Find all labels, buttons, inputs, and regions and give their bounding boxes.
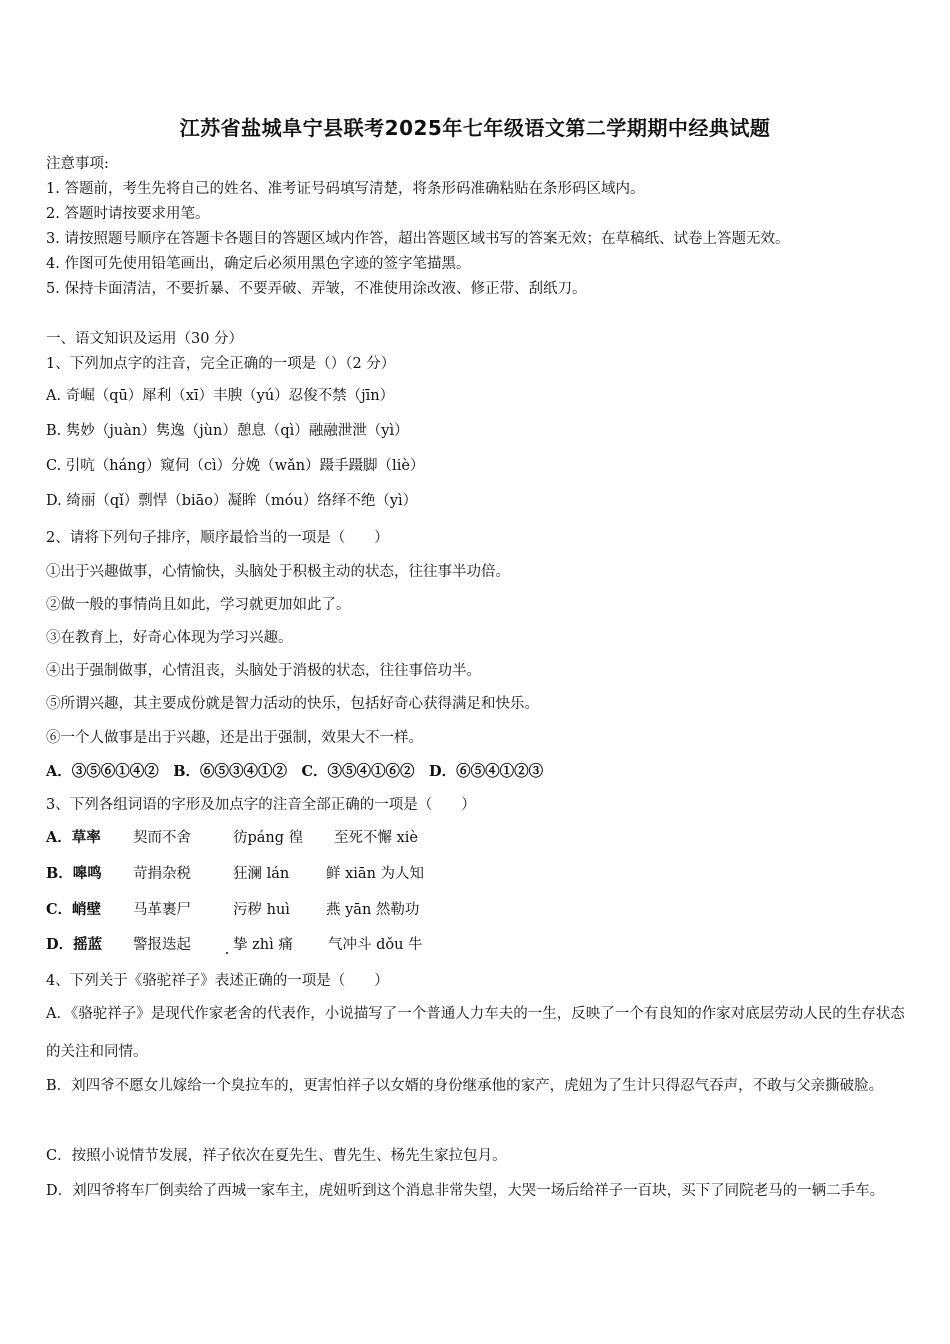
question-1-stem: 1、下列加点字的注音，完全正确的一项是（）（2 分） (46, 356, 396, 372)
notice-heading: 注意事项: (46, 156, 109, 172)
document-title: 江苏省盐城阜宁县联考2025年七年级语文第二学期期中经典试题 (179, 116, 771, 140)
option-word: 气冲斗 dǒu 牛 (328, 937, 423, 953)
question-4-option-c: C．按照小说情节发展，祥子依次在夏先生、曹先生、杨先生家拉包月。 (46, 1148, 507, 1164)
question-2-sentence: ①出于兴趣做事，心情愉快，头脑处于积极主动的状态，往往事半功倍。 (46, 564, 510, 580)
notice-item: 4. 作图可先使用铅笔画出，确定后必须用黑色字迹的签字笔描黑。 (46, 256, 471, 272)
option-word: 至死不懈 xiè (334, 830, 419, 846)
option-word: 警报迭起 (133, 937, 191, 953)
question-2-sentence: ②做一般的事情尚且如此，学习就更加如此了。 (46, 597, 351, 613)
option-word: 燕 yān 然勒功 (326, 902, 420, 918)
question-3-stem: 3、下列各组词语的字形及加点字的注音全部正确的一项是（ ） (46, 797, 476, 813)
notice-item: 1. 答题前，考生先将自己的姓名、准考证号码填写清楚，将条形码准确粘贴在条形码区域内。 (46, 181, 645, 197)
emphasis-dot (226, 952, 228, 954)
notice-item: 5. 保持卡面清洁，不要折暴、不要弄破、弄皱，不准使用涂改液、修正带、刮纸刀。 (46, 281, 587, 297)
option-word: B．嗥鸣 (46, 865, 102, 882)
option-word: 狂澜 lán (233, 866, 290, 882)
question-1-option-d: D. 绮丽（qǐ）剽悍（biāo）凝眸（móu）络绎不绝（yì） (46, 493, 418, 509)
option-word: 挚 zhì 痛 (233, 937, 293, 953)
option-word: 契而不舍 (133, 830, 191, 846)
question-4-stem: 4、下列关于《骆驼祥子》表述正确的一项是（ ） (46, 973, 389, 989)
question-4-option-b: B．刘四爷不愿女儿嫁给一个臭拉车的，更害怕祥子以女婿的身份继承他的家产，虎妞为了生计只得忍气吞声，不敢与父亲撕破脸。 (46, 1078, 884, 1094)
notice-item: 2. 答题时请按要求用笔。 (46, 206, 210, 222)
question-2-options: A．③⑤⑥①④② B．⑥⑤③④①② C．③⑤④①⑥② D．⑥⑤④①②③ (46, 763, 544, 780)
question-4-option-d: D．刘四爷将车厂倒卖给了西城一家车主，虎妞听到这个消息非常失望，大哭一场后给祥子一百块，买下了同院老马的一辆二手车。 (46, 1183, 885, 1199)
question-2-stem: 2、请将下列句子排序，顺序最恰当的一项是（ ） (46, 530, 389, 546)
question-1-option-a: A. 奇崛（qū）犀利（xī）丰腴（yú）忍俊不禁（jīn） (46, 388, 395, 404)
option-word: 马革裹尸 (133, 902, 191, 918)
section-heading: 一、语文知识及运用（30 分） (46, 331, 244, 347)
option-word: 彷páng 徨 (233, 830, 304, 846)
notice-item: 3. 请按照题号顺序在答题卡各题目的答题区域内作答，超出答题区域书写的答案无效；在草稿纸、试卷上答题无效。 (46, 231, 790, 247)
question-2-sentence: ⑥一个人做事是出于兴趣，还是出于强制，效果大不一样。 (46, 730, 423, 746)
question-4-option-a: A．《骆驼祥子》是现代作家老舍的代表作，小说描写了一个普通人力车夫的一生，反映了一个有良知的作家对底层劳动人民的生存状态的关注和同情。 (46, 1006, 905, 1060)
option-word: C．峭壁 (46, 901, 102, 918)
option-word: 鲜 xiān 为人知 (326, 866, 425, 882)
option-word: A．草率 (46, 829, 101, 846)
option-word: 污秽 huì (233, 902, 290, 918)
option-word: D．摇蓝 (46, 936, 103, 953)
question-1-option-c: C. 引吭（háng）窥伺（cì）分娩（wǎn）蹑手蹑脚（liè） (46, 458, 425, 474)
question-2-sentence: ④出于强制做事，心情沮丧，头脑处于消极的状态，往往事倍功半。 (46, 663, 481, 679)
option-word: 苛捐杂税 (133, 866, 191, 882)
question-2-sentence: ③在教育上，好奇心体现为学习兴趣。 (46, 630, 293, 646)
question-2-sentence: ⑤所谓兴趣，其主要成份就是智力活动的快乐，包括好奇心获得满足和快乐。 (46, 696, 539, 712)
question-1-option-b: B. 隽妙（juàn）隽逸（jùn）憩息（qì）融融泄泄（yì） (46, 423, 409, 439)
